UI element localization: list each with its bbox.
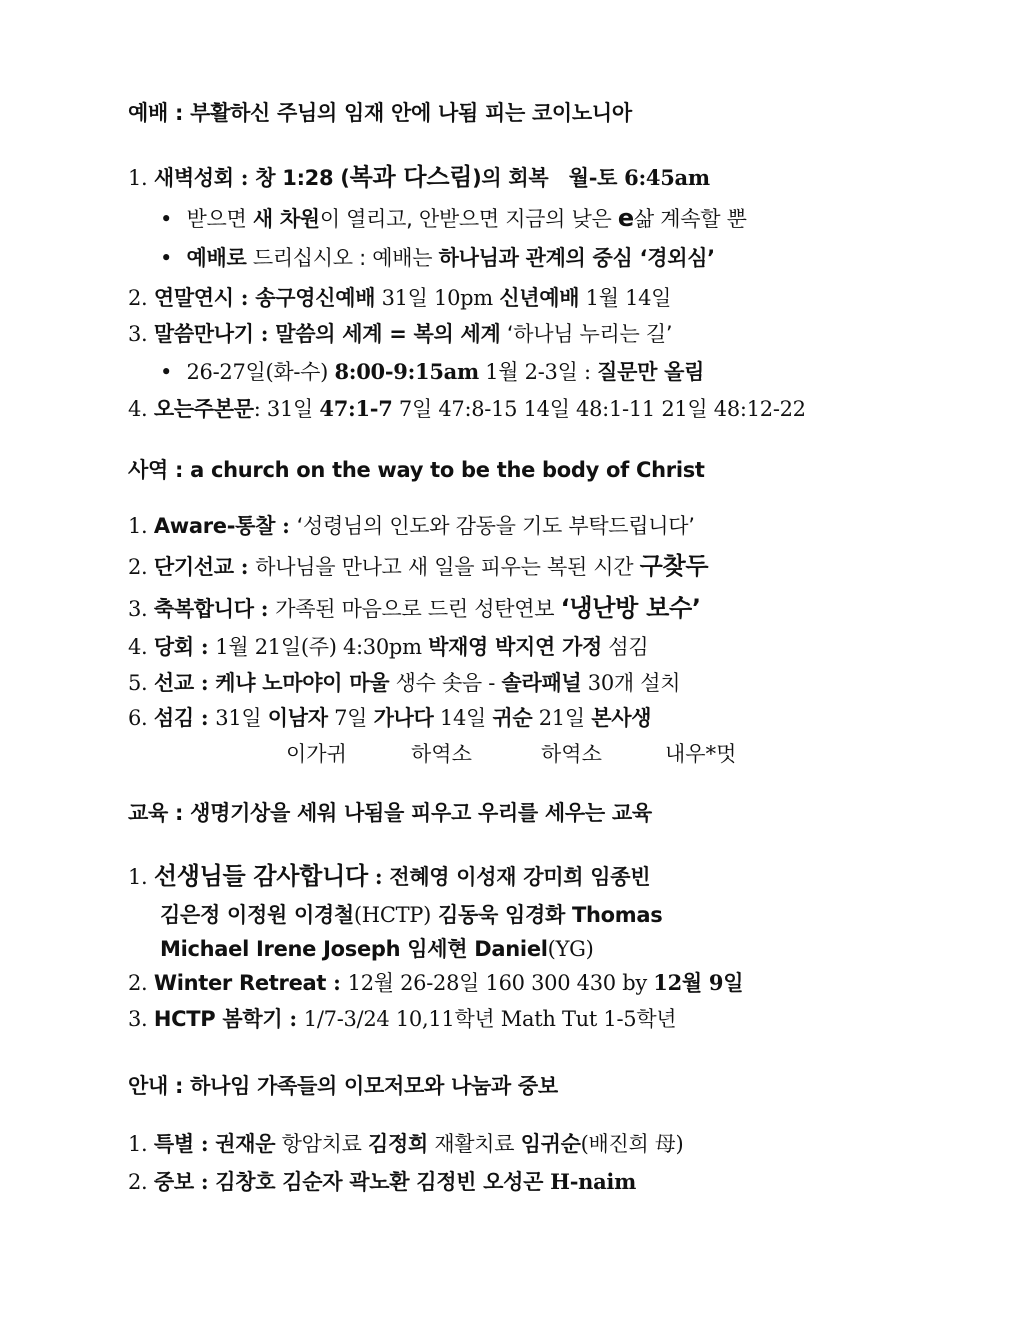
item-text: 30개 설치 <box>581 671 681 695</box>
group-tag: (HCTP) <box>353 903 432 927</box>
separator: : <box>233 554 256 579</box>
education-item-1-line-2 <box>160 900 662 930</box>
ministry-item-6 <box>128 703 651 733</box>
name-text: H-naim <box>550 1169 636 1194</box>
item-text: 12월 26-28일 160 300 430 by <box>347 971 654 995</box>
item-text: 하나님을 만나고 새 일을 피우는 복된 시간 <box>255 555 640 579</box>
item-title: 오는주본문 <box>153 397 254 421</box>
name-text: 권재운 <box>215 1132 276 1156</box>
bullet: • <box>160 360 173 384</box>
item-title: 단기선교 <box>153 555 234 579</box>
name-text: 가나다 <box>373 706 434 730</box>
education-item-3 <box>128 1004 676 1034</box>
item-text: 1월 14일 <box>579 286 672 310</box>
item-text: ‘성령님의 인도와 감동을 기도 부탁드립니다’ <box>296 514 695 538</box>
item-text: 이 열리고, 안받으면 지금의 낮은 <box>319 207 618 231</box>
ministry-item-6-sub-4: 내우*멋 <box>665 742 737 766</box>
worship-item-3 <box>128 319 672 349</box>
separator: : <box>253 596 276 621</box>
separator: : <box>233 285 256 310</box>
worship-heading: 예배 : 부활하신 주님의 임재 안에 나됨 피는 코이노니아 <box>128 101 632 125</box>
item-title: 선교 <box>153 671 194 695</box>
item-title: HCTP 봄학기 <box>153 1007 283 1031</box>
item-text: 1월 2-3일 : <box>478 360 598 384</box>
emphasis-text: 예배로 <box>186 246 247 270</box>
item-title: 특별 <box>153 1132 194 1156</box>
item-text: 가족된 마음으로 드린 성탄연보 <box>275 597 561 621</box>
separator: : <box>367 864 390 889</box>
worship-item-4 <box>128 394 806 424</box>
item-text: 삶 계속할 뿐 <box>633 207 747 231</box>
item-number: 1. <box>128 166 148 190</box>
item-number: 3. <box>128 322 148 346</box>
name-list: 김동욱 임경화 Thomas <box>431 903 663 927</box>
scripture-ref: 창 1:28 ( <box>255 166 350 190</box>
item-number: 4. <box>128 397 148 421</box>
name-text: 이남자 <box>267 706 328 730</box>
name-text: 김정희 <box>367 1132 428 1156</box>
notice-heading: 안내 : 하나임 가족들의 이모저모와 나눔과 중보 <box>128 1074 558 1098</box>
item-title: Winter Retreat <box>153 971 327 995</box>
item-number: 6. <box>128 706 148 730</box>
item-text: 생수 솟음 - <box>389 671 502 695</box>
ministry-item-2 <box>128 551 708 581</box>
ministry-item-1 <box>128 511 695 541</box>
emphasis-text: 8:00-9:15am <box>334 359 479 384</box>
item-title: 섬김 <box>153 706 194 730</box>
emphasis-text: 말씀의 세계 = 복의 세계 <box>275 322 501 346</box>
item-number: 2. <box>128 971 148 995</box>
item-number: 2. <box>128 1170 148 1194</box>
emphasis-text: 47:1-7 <box>319 396 393 421</box>
separator: : <box>193 634 216 659</box>
emphasis-text: ‘냉난방 보수’ <box>560 594 701 622</box>
ministry-item-5 <box>128 668 680 698</box>
education-item-2 <box>128 968 743 998</box>
item-text: 26-27일(화-수) <box>186 360 335 384</box>
item-number: 1. <box>128 514 148 538</box>
emphasis-text: e <box>617 204 634 232</box>
item-text: 재활치료 <box>427 1132 521 1156</box>
emphasis-text: 케냐 노마야이 마울 <box>215 671 390 695</box>
emphasis-text: 신년예배 <box>499 286 580 310</box>
item-title: 새벽성회 <box>153 166 234 190</box>
item-number: 4. <box>128 635 148 659</box>
group-tag: (YG) <box>547 937 594 961</box>
separator: : <box>233 165 256 190</box>
item-text: (배진희 母) <box>580 1132 684 1156</box>
item-number: 5. <box>128 671 148 695</box>
separator: : <box>282 1006 304 1031</box>
bullet: • <box>160 246 173 270</box>
notice-item-2 <box>128 1167 636 1197</box>
worship-item-2 <box>128 283 671 313</box>
emphasis-text: 질문만 올림 <box>597 360 705 384</box>
emphasis-text: 박재영 박지연 가정 <box>428 635 602 659</box>
item-title: 연말연시 <box>153 286 234 310</box>
item-text: 1월 21일(주) 4:30pm <box>215 635 429 659</box>
worship-bullet-3 <box>160 357 704 387</box>
item-text: ‘하나님 누리는 길’ <box>500 322 673 346</box>
date-text: 7일 <box>327 706 374 730</box>
ministry-item-6-sub-2: 하역소 <box>411 742 472 766</box>
item-text: 항암치료 <box>275 1132 368 1156</box>
name-text: 임귀순 <box>520 1132 581 1156</box>
date-text: 31일 <box>215 706 268 730</box>
item-text: 31일 <box>266 397 320 421</box>
worship-bullet-2 <box>160 243 715 273</box>
emphasis-text: 구찾두 <box>639 552 709 580</box>
deadline-text: 12월 9일 <box>653 970 744 995</box>
item-text: 7일 47:8-15 14일 48:1-11 21일 48:12-22 <box>392 397 806 421</box>
item-text: 섬김 <box>602 635 649 659</box>
worship-bullet-1 <box>160 203 747 233</box>
item-number: 2. <box>128 555 148 579</box>
item-text: 받으면 <box>186 207 253 231</box>
name-list: Michael Irene Joseph 임세현 Daniel <box>160 937 548 961</box>
name-list: 김창호 김순자 곽노환 김정빈 오성곤 <box>215 1170 551 1194</box>
emphasis-text: ‘경외심’ <box>632 246 715 270</box>
emphasis-text: 솔라패널 <box>501 671 582 695</box>
item-title: 당회 <box>153 635 194 659</box>
item-text: )의 회복 <box>472 166 549 190</box>
item-title: 중보 <box>153 1170 194 1194</box>
separator: : <box>193 705 216 730</box>
time-text: 월-토 6:45am <box>568 165 710 190</box>
separator: : <box>193 670 216 695</box>
ministry-heading: 사역 : a church on the way to be the body of Christ <box>128 458 705 482</box>
emphasis-text: 하나님과 관계의 중심 <box>438 246 633 270</box>
separator: : <box>193 1169 216 1194</box>
date-text: 14일 <box>433 706 493 730</box>
emphasis-text: 새 차원 <box>252 207 320 231</box>
item-number: 3. <box>128 597 148 621</box>
item-text: 31일 10pm <box>375 286 500 310</box>
item-title: 선생님들 감사합니다 <box>153 862 368 890</box>
item-title: 말씀만나기 <box>153 322 254 346</box>
name-text: 본사생 <box>591 706 652 730</box>
name-list: 전혜영 이성재 강미희 임종빈 <box>389 865 651 889</box>
name-list: 김은정 이정원 이경철 <box>160 903 354 927</box>
separator: : <box>326 970 348 995</box>
item-number: 1. <box>128 1132 148 1156</box>
education-item-1-line-3 <box>160 934 594 964</box>
ministry-item-6-sub-3: 하역소 <box>541 742 602 766</box>
worship-item-1 <box>128 162 710 192</box>
ministry-item-6-sub-1: 이가귀 <box>286 742 347 766</box>
separator: : <box>253 397 267 421</box>
item-text: 1/7-3/24 10,11학년 Math Tut 1-5학년 <box>303 1007 677 1031</box>
separator: : <box>275 513 297 538</box>
item-number: 1. <box>128 865 148 889</box>
emphasis-text: 송구영신예배 <box>255 286 376 310</box>
item-number: 3. <box>128 1007 148 1031</box>
separator: : <box>193 1131 216 1156</box>
item-title: 축복합니다 <box>153 597 254 621</box>
education-item-1 <box>128 861 650 891</box>
ministry-item-4 <box>128 632 648 662</box>
education-heading: 교육 : 생명기상을 세워 나됨을 피우고 우리를 세우는 교육 <box>128 801 652 825</box>
separator: : <box>253 321 276 346</box>
item-text: 드리십시오 : 예배는 <box>246 246 439 270</box>
name-text: 귀순 <box>492 706 533 730</box>
highlight-text: 복과 다스림 <box>349 163 473 191</box>
bullet: • <box>160 207 173 231</box>
item-number: 2. <box>128 286 148 310</box>
ministry-item-3 <box>128 593 701 623</box>
date-text: 21일 <box>532 706 592 730</box>
item-title: Aware-통찰 <box>153 514 276 538</box>
notice-item-1 <box>128 1129 683 1159</box>
